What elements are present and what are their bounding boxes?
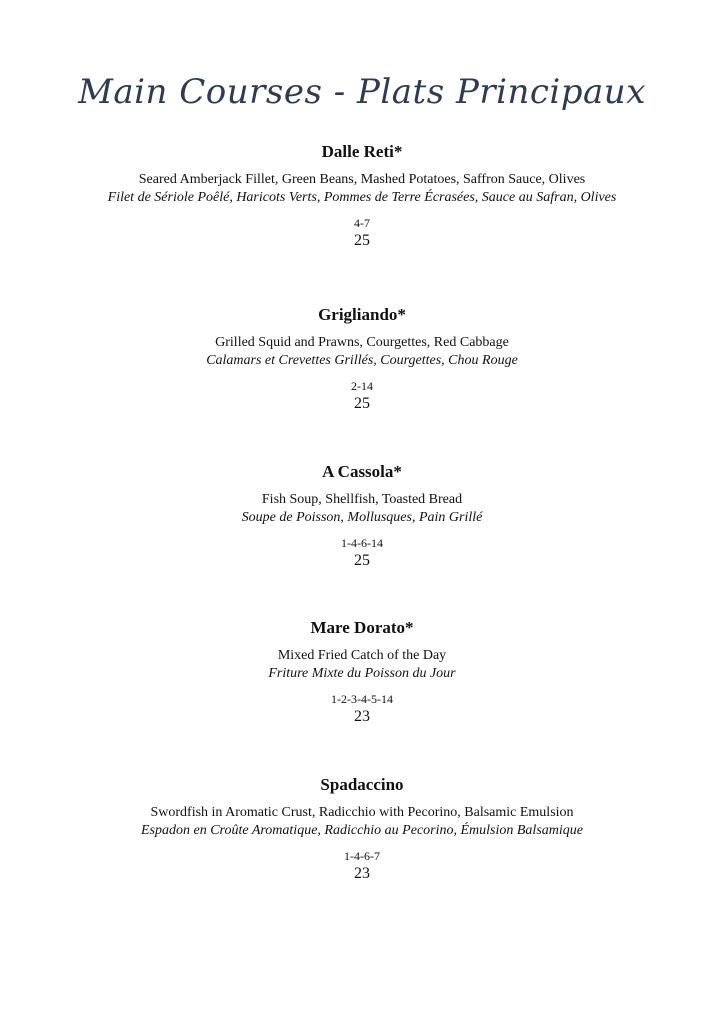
menu-item (0, 774, 724, 884)
menu-item (0, 617, 724, 727)
dish-description-fr: Espadon en Croûte Aromatique, Radicchio au Pecorino, Émulsion Balsamique (141, 823, 583, 838)
dish-description-fr: Soupe de Poisson, Mollusques, Pain Grillé (241, 510, 483, 525)
dish-allergens: 4-7 (354, 216, 370, 230)
dish-name: Dalle Reti* (321, 142, 403, 161)
menu-item (0, 141, 724, 251)
dish-description-en: Mixed Fried Catch of the Day (277, 648, 447, 663)
dish-price: 23 (354, 708, 370, 725)
dish-price: 25 (354, 232, 370, 249)
dish-name: Grigliando* (318, 305, 406, 324)
dish-name: Spadaccino (320, 775, 404, 794)
dish-allergens: 1-2-3-4-5-14 (331, 692, 393, 706)
page-title: Main Courses - Plats Principaux (78, 72, 646, 112)
menu-item (0, 304, 724, 414)
menu-item (0, 461, 724, 571)
dish-price: 25 (354, 395, 370, 412)
dish-price: 25 (354, 552, 370, 569)
dish-name: A Cassola* (322, 462, 402, 481)
dish-description-fr: Calamars et Crevettes Grillés, Courgettes, Chou Rouge (206, 353, 518, 368)
dish-description-en: Swordfish in Aromatic Crust, Radicchio with Pecorino, Balsamic Emulsion (150, 805, 574, 820)
dish-price: 23 (354, 865, 370, 882)
dish-description-en: Fish Soup, Shellfish, Toasted Bread (261, 492, 463, 507)
dish-description-fr: Friture Mixte du Poisson du Jour (268, 666, 456, 681)
dish-allergens: 1-4-6-14 (341, 536, 383, 550)
dish-allergens: 1-4-6-7 (344, 849, 380, 863)
dish-name: Mare Dorato* (310, 618, 414, 637)
dish-description-fr: Filet de Sériole Poêlé, Haricots Verts, Pommes de Terre Écrasées, Sauce au Safran, Olives (107, 190, 617, 205)
dish-allergens: 2-14 (351, 379, 373, 393)
dish-description-en: Grilled Squid and Prawns, Courgettes, Red Cabbage (215, 335, 509, 350)
dish-description-en: Seared Amberjack Fillet, Green Beans, Mashed Potatoes, Saffron Sauce, Olives (138, 172, 586, 187)
